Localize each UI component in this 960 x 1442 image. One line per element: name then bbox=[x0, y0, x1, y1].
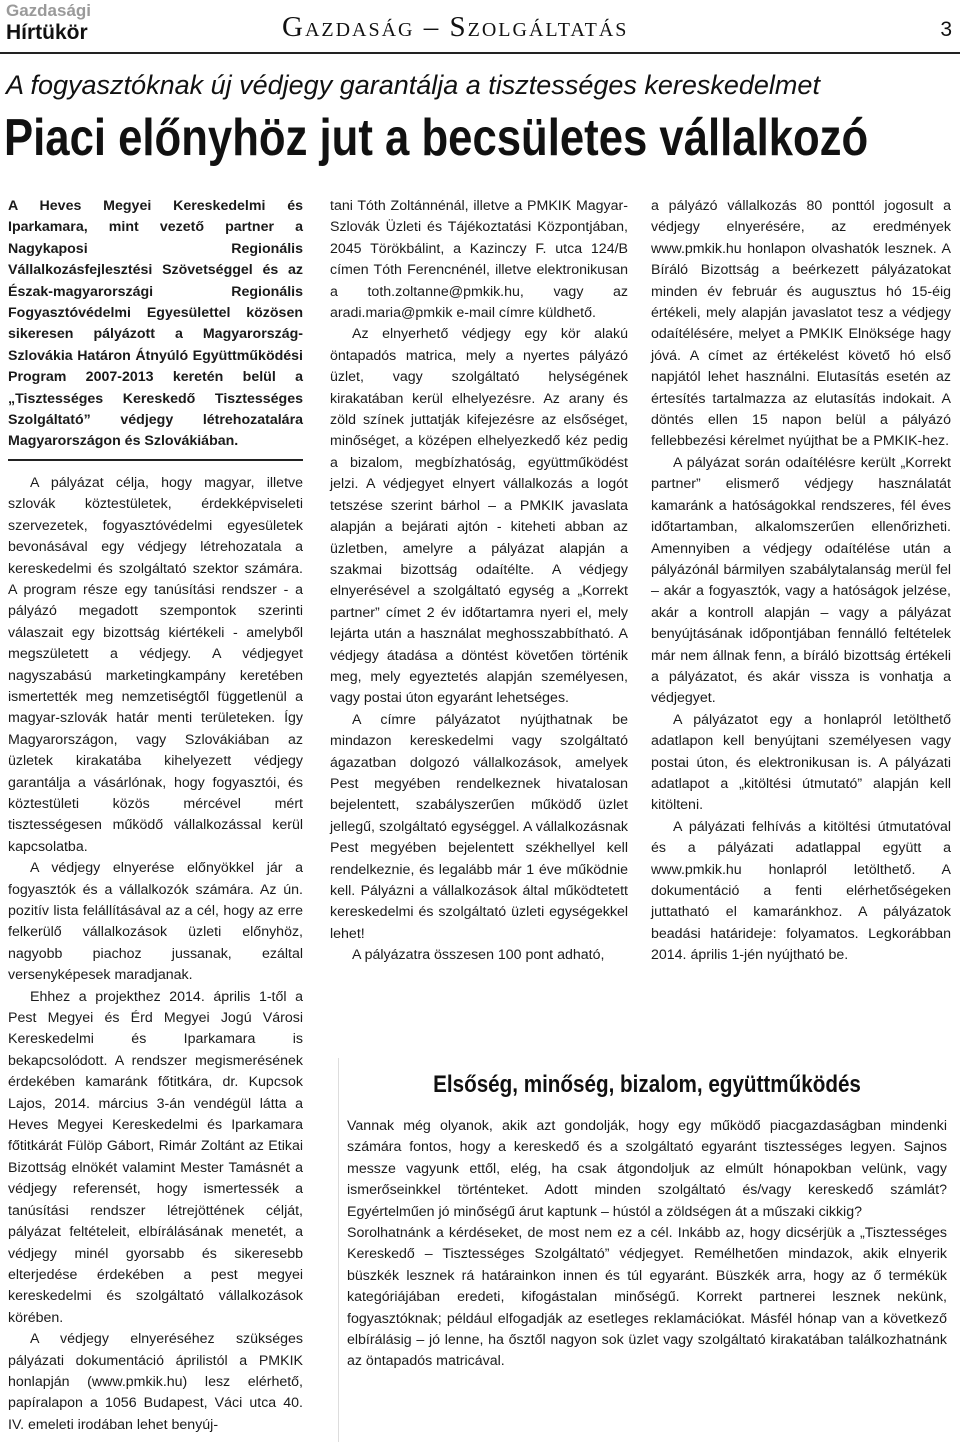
brand-name-top: Gazdasági bbox=[6, 1, 92, 20]
article-headline: Piaci előnyhöz jut a becsületes vállalkozó bbox=[4, 109, 869, 167]
sidebar-box-paragraph: Sorolhatnánk a kérdéseket, de most nem ez a cél. Inkább az, hogy dicsérjük a „Tisztességes Kereskedő – Tisztességes Szolgáltató” védjegyet. Remélhetően mindazok, akik elnyerik büszkék lesznek rá határainkon innen és túl egyaránt. Büszkék arra, hogy az ő termékük kategóriájában eredeti, kifogástalan minőségű. Korrekt partnerei lesznek nekünk, fogyasztóknak; például elfogadják az esetleges reklamációkat. Másfél hónap van a következő elbírálásig – jó lenne, ha ősztől nagyon sok üzlet vagy szolgáltató kirakatában találkozhatnánk az öntapadós matricával. bbox=[347, 1225, 947, 1370]
sidebar-box-title: Elsőség, minőség, bizalom, együttműködés bbox=[433, 1071, 861, 1098]
column-2-paragraph: A címre pályázatot nyújthatnak be mindazon kereskedelmi vagy szolgáltató ágazatban dolgozó vállalkozások, amelyek Pest megyében rendelkeznek hivatalosan bejelentett, szabályszerűen működő üzlet jellegű, szolgáltató egységgel. A vállalkozásnak Pest megyében bejelentett székhellyel kell rendelkeznie, és legalább már 1 éve működnie kell. Pályázni a vállalkozások által működtetett kereskedelmi és szolgáltató üzleti egységekkel lehet! bbox=[330, 711, 628, 942]
column-1 bbox=[8, 196, 303, 1436]
article-lead: A Heves Megyei Kereskedelmi és Iparkamara, mint vezető partner a Nagykaposi Regionális Vállalkozásfejlesztési Szövetséggel és az Észak-magyarországi Regionális Fogyasztóvédelmi Egyesülettel közösen sikeresen pályázott a Magyarország-Szlovákia Határon Átnyúló Együttműködési Program 2007-2013 keretén belül a „Tisztességes Kereskedő Tisztességes Szolgáltató” védjegy létrehozatalára Magyarországon és Szlovákiában. bbox=[8, 196, 303, 461]
page-header bbox=[0, 0, 960, 52]
sidebar-box-paragraph: Vannak még olyanok, akik azt gondolják, hogy egy működő piacgazdaságban mindenki számára fontos, hogy a kereskedő és a szolgáltató egyaránt tisztességes legyen. Sajnos messze vagyunk ettől, elég, ha csak átgondoljuk az elmúlt hónapokban velünk, vagy ismerőseinkkel történteket. Adott minden szolgáltató és/vagy kereskedő számlát? Egyértelműen jó minőségű árut kaptunk – hústól a zöldségen át a műszaki cikkig? bbox=[347, 1118, 947, 1220]
column-2 bbox=[330, 196, 628, 967]
column-3-paragraph: A pályázat során odaítélésre került „Korrekt partner” elismerő védjegy használatát kamaránk a hatóságokkal rendszeres, fél éves időtartamban, alkalomszerűen ellenőrizheti. Amennyiben a védjegy odaítélése után a pályázónál bármilyen szabálytalanság merül fel – akár a fogyasztók, vagy a hatóságok jelzése, akár a kontroll alapján – vagy a pályázat benyújtásának időpontjában fennálló feltételek már nem állnak fenn, a bíráló bizottság értékeli a pályázatot, és akár vissza is vonhatja a védjegyet. bbox=[651, 454, 951, 707]
column-2-paragraph: tani Tóth Zoltánnénál, illetve a PMKIK Magyar-Szlovák Üzleti és Tájékoztatási Központjában, 2045 Törökbálint, a Kazinczy F. utca 124/B címen Tóth Ferencnénél, illetve elektronikusan a toth.zoltanne@pmkik.hu, vagy az aradi.maria@pmkik e-mail címre küldhető. bbox=[330, 198, 628, 322]
header-rule bbox=[0, 52, 960, 54]
column-3-paragraph: a pályázó vállalkozás 80 ponttól jogosult a védjegy elnyerésére, az eredmények www.pmkik.hu honlapon olvashatók lesznek. A Bíráló Bizottság a beérkezett pályázatokat minden év február és augusztus hó 15-éig értékeli, mely alapján javaslatot tesz a védjegy odaítélésére, melyet a PMKIK Elnöksége hagy jóvá. A címet az értékelést követő hó első napjától lehet használni. Elutasítás esetén az értesítés tartalmazza az elutasítás indokait. A döntés ellen 15 napon belül a pályázó fellebbezési kérelmet nyújthat be a PMKIK-hez. bbox=[651, 198, 951, 450]
sidebar-box bbox=[338, 1058, 955, 1442]
column-1-paragraph: A védjegy elnyeréséhez szükséges pályázati dokumentáció áprilistól a PMKIK honlapján (www.pmkik.hu) lesz elérhető, papíralapon a 1056 Budapest, Váci utca 40. IV. emeleti irodában lehet benyúj- bbox=[8, 1331, 303, 1433]
sidebar-box-body bbox=[347, 1116, 947, 1373]
column-1-paragraph: A pályázat célja, hogy magyar, illetve szlovák köztestületek, érdekképviseleti szervezetek, fogyasztóvédelmi egyesületek bevonásával egy védjegy létrehozatala a kereskedelmi és szolgáltató szektor számára. A program része egy tanúsítási rendszer - a pályázó megadott szempontok szerinti válaszait egy bizottság kiértékeli - amelyből megszületett a védjegy. A védjegyet nagyszabású marketingkampány keretében ismertették meg nemzetiségtől függetlenül a magyar-szlovák határ menti területeken. Így Magyarországon, vagy Szlovákiában az üzletek kirakatába kihelyezett védjegy garantálja a vásárlónak, hogy fogyasztói, és köztestületi közös mércével mért tisztességesen működő vállalkozással kerül kapcsolatba. bbox=[8, 474, 303, 855]
page-number: 3 bbox=[940, 18, 952, 41]
column-2-paragraph: Az elnyerhető védjegy egy kör alakú öntapadós matrica, mely a nyertes pályázó üzlet, vagy szolgáltató helységének kirakatában kerül elhelyezésre. Az arany és zöld színek juttatják kifejezésre az elsőséget, minőséget, a középen elhelyezkedő kéz pedig a bizalom, megbízhatóság, együttműködést jelzi. A védjegyet elnyert vállalkozás a logót tetszése szerint bárhol – a PMKIK javaslata alapján a bejárati ajtón - kiteheti abban az üzletben, amelyre a pályázat alapján a szakmai bizottság odaítélte. A védjegy elnyerésével a szolgáltató egység a „Korrekt partner” címet 2 év időtartamra nyeri el, mely lejárta után a használat meghosszabbítható. A védjegy átadása a döntést követően történik meg, mely egyeztetés alapján személyesen, vagy postai úton egyaránt lehetséges. bbox=[330, 326, 628, 707]
section-title: Gazdaság – Szolgáltatás bbox=[282, 11, 629, 43]
column-2-paragraph: A pályázatra összesen 100 pont adható, bbox=[352, 947, 605, 964]
column-3 bbox=[651, 196, 951, 967]
column-3-paragraph: A pályázati felhívás a kitöltési útmutatóval és a pályázati adatlappal együtt a www.pmkik.hu honlapról letölthető. A dokumentáció a fenti elérhetőségeken juttatható el kamaránkhoz. A pályázatok beadási határideje: folyamatos. Legkorábban 2014. április 1-jén nyújtható be. bbox=[651, 818, 951, 964]
brand-name-bottom: Hírtükör bbox=[6, 21, 88, 44]
column-1-paragraph: Ehhez a projekthez 2014. április 1-től a Pest Megyei és Érd Megyei Jogú Városi Kereskedelmi és Iparkamara is bekapcsolódott. A rendszer megismerésének érdekében kamaránk főtitkára, dr. Kupcsok Lajos, 2014. március 3-án vendégül látta a Heves Megyei Kereskedelmi és Iparkamara főtitkárát Fülöp Gábort, Rimár Zoltánt az Etikai Bizottság elnökét valamint Mester Tamásnét a védjegy referensét, hogy ismertessék a tanúsítási rendszer létrejöttének célját, pályázat feltételeit, elbírálásának menetét, a védjegy minél gyorsabb és sikeresebb elterjedése érdekében a pest megyei kereskedelmi és szolgáltató vállalkozások körében. bbox=[8, 988, 303, 1326]
article-subtitle: A fogyasztóknak új védjegy garantálja a tisztességes kereskedelmet bbox=[6, 70, 820, 100]
column-1-paragraph: A védjegy elnyerése előnyökkel jár a fogyasztók és a vállalkozók számára. Az ún. pozitív lista felállításával az a cél, hogy az erre felkerülő vállalkozások üzleti előnyhöz, nagyobb piachoz jussanak, ezáltal versenyképesek maradjanak. bbox=[8, 860, 303, 984]
column-3-paragraph: A pályázatot egy a honlapról letölthető adatlapon kell benyújtani személyesen vagy postai úton, és elektronikusan is. A pályázati adatlapot a „kitöltési útmutató” alapján kell kitölteni. bbox=[651, 711, 951, 814]
